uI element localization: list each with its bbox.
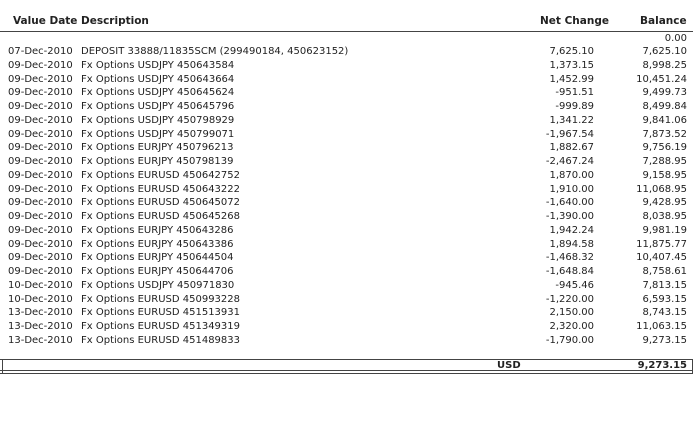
table-row bbox=[0, 251, 700, 265]
value-date-cell: 09-Dec-2010 bbox=[8, 87, 73, 99]
description-header: Description bbox=[81, 15, 149, 27]
description-cell: Fx Options EURJPY 450644706 bbox=[81, 266, 234, 277]
table-row bbox=[0, 100, 700, 114]
balance-cell: 8,998.25 bbox=[642, 59, 687, 71]
description-cell: Fx Options EURJPY 450643286 bbox=[81, 224, 234, 236]
balance-cell: 9,273.15 bbox=[642, 334, 687, 346]
total-balance: 9,273.15 bbox=[637, 360, 687, 371]
balance-cell: 7,813.15 bbox=[642, 279, 687, 291]
net-change-cell: 1,341.22 bbox=[549, 114, 594, 126]
balance-cell: 7,625.10 bbox=[642, 46, 687, 57]
description-cell: DEPOSIT 33888/11835SCM (299490184, 450623152) bbox=[81, 46, 349, 57]
net-change-cell: 1,910.00 bbox=[549, 183, 594, 195]
value-date-cell: 09-Dec-2010 bbox=[8, 59, 73, 71]
table-row bbox=[0, 86, 700, 100]
table-header bbox=[0, 15, 700, 31]
net-change-cell: -1,967.54 bbox=[545, 128, 594, 140]
net-change-cell: -1,640.00 bbox=[545, 197, 594, 209]
balance-cell: 11,063.15 bbox=[636, 321, 687, 332]
balance-cell: 9,158.95 bbox=[642, 169, 687, 181]
value-date-cell: 09-Dec-2010 bbox=[8, 197, 73, 209]
value-date-cell: 09-Dec-2010 bbox=[8, 142, 73, 154]
net-change-cell: -1,390.00 bbox=[545, 211, 594, 222]
description-cell: Fx Options EURUSD 450645072 bbox=[81, 197, 241, 209]
balance-cell: 8,758.61 bbox=[642, 266, 687, 277]
description-cell: Fx Options USDJPY 450643584 bbox=[81, 59, 235, 71]
net-change-cell: 1,894.58 bbox=[549, 238, 594, 250]
value-date-cell: 09-Dec-2010 bbox=[8, 266, 73, 277]
balance-cell: 8,743.15 bbox=[642, 307, 687, 319]
net-change-cell: -1,220.00 bbox=[545, 293, 594, 305]
description-cell: Fx Options EURUSD 451513931 bbox=[81, 307, 241, 319]
value-date-cell: 09-Dec-2010 bbox=[8, 211, 73, 222]
description-cell: Fx Options EURJPY 450644504 bbox=[81, 252, 234, 264]
balance-header: Balance bbox=[640, 15, 687, 27]
net-change-cell: -945.46 bbox=[555, 279, 594, 291]
table-row bbox=[0, 169, 700, 183]
balance-cell: 9,499.73 bbox=[642, 87, 687, 99]
description-cell: Fx Options USDJPY 450645796 bbox=[81, 101, 235, 112]
description-cell: Fx Options EURJPY 450798139 bbox=[81, 156, 234, 167]
net-change-cell: 7,625.10 bbox=[549, 46, 594, 57]
table-row bbox=[0, 320, 700, 334]
value-date-cell: 13-Dec-2010 bbox=[8, 321, 73, 332]
table-row bbox=[0, 183, 700, 197]
net-change-cell: 1,870.00 bbox=[549, 169, 594, 181]
description-cell: Fx Options EURUSD 451349319 bbox=[81, 321, 241, 332]
total-divider-double bbox=[0, 373, 693, 374]
table-row bbox=[0, 293, 700, 307]
table-row bbox=[0, 196, 700, 210]
balance-cell: 8,038.95 bbox=[642, 211, 687, 222]
description-cell: Fx Options USDJPY 450799071 bbox=[81, 128, 235, 140]
description-cell: Fx Options EURUSD 450642752 bbox=[81, 169, 241, 181]
table-row bbox=[0, 155, 700, 169]
description-cell: Fx Options USDJPY 450971830 bbox=[81, 279, 235, 291]
description-cell: Fx Options EURUSD 450993228 bbox=[81, 293, 241, 305]
transaction-list bbox=[0, 45, 700, 348]
value-date-cell: 09-Dec-2010 bbox=[8, 128, 73, 140]
value-date-cell: 07-Dec-2010 bbox=[8, 46, 73, 57]
table-row bbox=[0, 265, 700, 279]
value-date-cell: 09-Dec-2010 bbox=[8, 183, 73, 195]
value-date-cell: 10-Dec-2010 bbox=[8, 293, 73, 305]
description-cell: Fx Options EURJPY 450643386 bbox=[81, 238, 234, 250]
net-change-cell: 1,452.99 bbox=[549, 73, 594, 85]
description-cell: Fx Options USDJPY 450645624 bbox=[81, 87, 235, 99]
balance-cell: 9,841.06 bbox=[642, 114, 687, 126]
balance-cell: 7,873.52 bbox=[642, 128, 687, 140]
net-change-cell: -999.89 bbox=[555, 101, 594, 112]
net-change-cell: -1,648.84 bbox=[545, 266, 594, 277]
description-cell: Fx Options EURUSD 450643222 bbox=[81, 183, 241, 195]
value-date-cell: 10-Dec-2010 bbox=[8, 279, 73, 291]
table-row bbox=[0, 306, 700, 320]
value-date-cell: 09-Dec-2010 bbox=[8, 238, 73, 250]
table-row bbox=[0, 238, 700, 252]
table-row bbox=[0, 73, 700, 87]
balance-cell: 9,981.19 bbox=[642, 224, 687, 236]
header-divider bbox=[0, 31, 693, 32]
table-row bbox=[0, 279, 700, 293]
description-cell: Fx Options USDJPY 450643664 bbox=[81, 73, 235, 85]
net-change-cell: 2,320.00 bbox=[549, 321, 594, 332]
balance-cell: 8,499.84 bbox=[642, 101, 687, 112]
net-change-cell: 1,882.67 bbox=[549, 142, 594, 154]
balance-cell: 6,593.15 bbox=[642, 293, 687, 305]
table-row bbox=[0, 141, 700, 155]
net-change-cell: 1,942.24 bbox=[549, 224, 594, 236]
value-date-cell: 13-Dec-2010 bbox=[8, 334, 73, 346]
value-date-cell: 09-Dec-2010 bbox=[8, 101, 73, 112]
value-date-cell: 09-Dec-2010 bbox=[8, 156, 73, 167]
table-row bbox=[0, 128, 700, 142]
total-currency: USD bbox=[497, 360, 521, 371]
description-cell: Fx Options USDJPY 450798929 bbox=[81, 114, 235, 126]
table-row bbox=[0, 59, 700, 73]
net-change-cell: -951.51 bbox=[555, 87, 594, 99]
net-change-cell: -2,467.24 bbox=[545, 156, 594, 167]
table-row bbox=[0, 210, 700, 224]
value-date-cell: 09-Dec-2010 bbox=[8, 224, 73, 236]
total-divider-bottom bbox=[0, 370, 693, 371]
net-change-cell: 1,373.15 bbox=[549, 59, 594, 71]
net-change-cell: -1,790.00 bbox=[545, 334, 594, 346]
value-date-cell: 09-Dec-2010 bbox=[8, 252, 73, 264]
description-cell: Fx Options EURUSD 451489833 bbox=[81, 334, 241, 346]
balance-cell: 10,451.24 bbox=[636, 73, 687, 85]
table-row bbox=[0, 224, 700, 238]
balance-cell: 9,428.95 bbox=[642, 197, 687, 209]
balance-cell: 11,875.77 bbox=[636, 238, 687, 250]
value-date-cell: 13-Dec-2010 bbox=[8, 307, 73, 319]
value-date-cell: 09-Dec-2010 bbox=[8, 169, 73, 181]
table-row bbox=[0, 45, 700, 59]
net-change-cell: -1,468.32 bbox=[545, 252, 594, 264]
description-cell: Fx Options EURUSD 450645268 bbox=[81, 211, 241, 222]
balance-cell: 7,288.95 bbox=[642, 156, 687, 167]
opening-balance: 0.00 bbox=[664, 33, 687, 44]
balance-cell: 10,407.45 bbox=[636, 252, 687, 264]
description-cell: Fx Options EURJPY 450796213 bbox=[81, 142, 234, 154]
value-date-header: Value Date bbox=[13, 15, 78, 27]
net-change-cell: 2,150.00 bbox=[549, 307, 594, 319]
value-date-cell: 09-Dec-2010 bbox=[8, 114, 73, 126]
table-row bbox=[0, 334, 700, 348]
table-row bbox=[0, 114, 700, 128]
net-change-header: Net Change bbox=[540, 15, 609, 27]
value-date-cell: 09-Dec-2010 bbox=[8, 73, 73, 85]
balance-cell: 9,756.19 bbox=[642, 142, 687, 154]
balance-cell: 11,068.95 bbox=[636, 183, 687, 195]
